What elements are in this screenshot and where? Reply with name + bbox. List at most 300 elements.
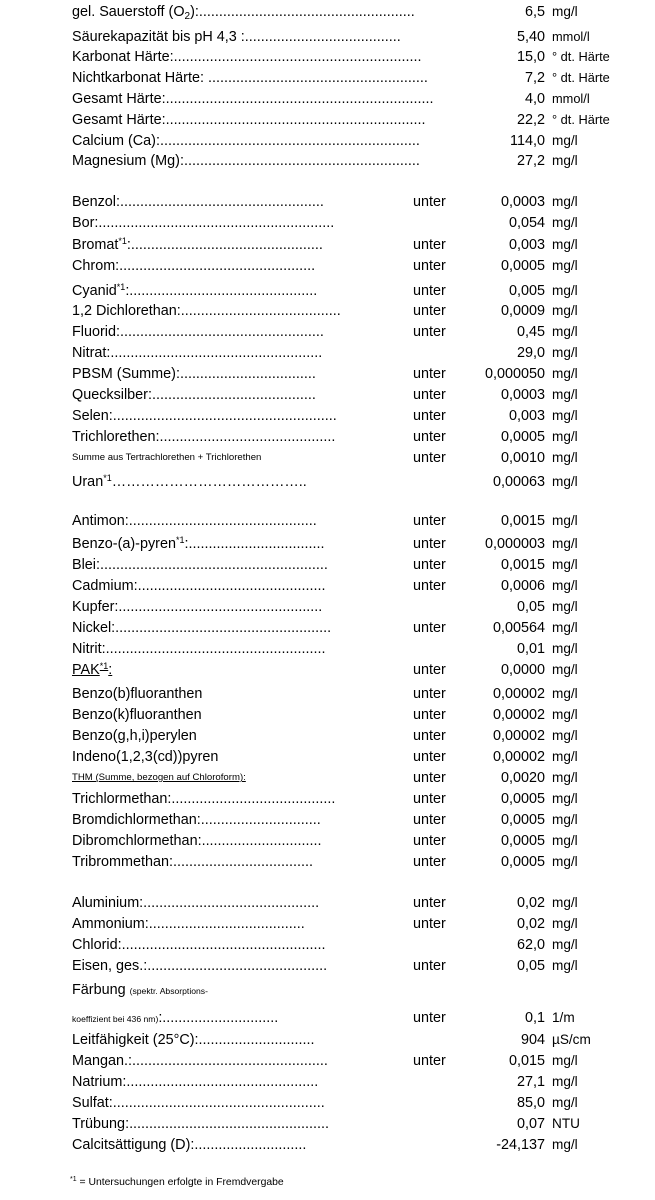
measured-value: 0,45 xyxy=(516,324,545,340)
parameter-name: Chrom:................................................. xyxy=(72,258,316,274)
parameter-label xyxy=(72,893,319,913)
measured-value: 0,05 xyxy=(516,599,545,615)
result-row xyxy=(0,1114,655,1134)
parameter-name: Cyanid xyxy=(72,283,117,299)
measured-value: 0,0005 xyxy=(500,258,545,274)
result-row xyxy=(0,576,655,596)
qualifier: unter xyxy=(413,620,446,636)
qualifier: unter xyxy=(413,237,446,253)
measured-value: 0,02 xyxy=(516,895,545,911)
measured-value: 27,2 xyxy=(516,153,545,169)
unit: mg/l xyxy=(552,513,578,528)
unit: 1/m xyxy=(552,1010,575,1025)
parameter-name: Uran xyxy=(72,474,104,490)
result-row xyxy=(0,511,655,531)
parameter-label xyxy=(72,511,317,531)
parameter-name: Mangan.:................................................. xyxy=(72,1053,328,1069)
parameter-name: Benzo(g,h,i)perylen xyxy=(72,728,197,744)
measured-value: 0,000050 xyxy=(484,366,545,382)
subscript: 2 xyxy=(184,11,191,22)
measured-value: 85,0 xyxy=(516,1095,545,1111)
qualifier: unter xyxy=(413,194,446,210)
result-row xyxy=(0,1030,655,1050)
result-row xyxy=(0,1051,655,1071)
parameter-name: Indeno(1,2,3(cd))pyren xyxy=(72,749,219,765)
qualifier: unter xyxy=(413,324,446,340)
unit: mg/l xyxy=(552,4,578,19)
qualifier: unter xyxy=(413,686,446,702)
unit: mg/l xyxy=(552,937,578,952)
leader-dots: :................................................ xyxy=(126,237,323,253)
qualifier: unter xyxy=(413,749,446,765)
parameter-label xyxy=(72,1008,278,1029)
result-row xyxy=(0,27,655,47)
result-row xyxy=(0,256,655,276)
parameter-name: Nitrat:..................................................... xyxy=(72,345,323,361)
qualifier: unter xyxy=(413,854,446,870)
unit: mg/l xyxy=(552,578,578,593)
parameter-name: Gesamt Härte:................................................................. xyxy=(72,112,426,128)
parameter-label xyxy=(72,406,337,426)
parameter-label xyxy=(72,597,322,617)
result-row xyxy=(0,555,655,575)
measured-value: 5,40 xyxy=(516,29,545,45)
result-row xyxy=(0,956,655,976)
qualifier: unter xyxy=(413,1053,446,1069)
unit: mg/l xyxy=(552,749,578,764)
unit: mg/l xyxy=(552,916,578,931)
parameter-label xyxy=(72,956,327,976)
parameter-name: gel. Sauerstoff (O xyxy=(72,4,185,20)
parameter-label xyxy=(72,935,326,955)
measured-value: 0,00002 xyxy=(492,707,545,723)
qualifier: unter xyxy=(413,812,446,828)
unit: mg/l xyxy=(552,215,578,230)
unit: mg/l xyxy=(552,303,578,318)
parameter-name: Säurekapazität bis pH 4,3 :....................................... xyxy=(72,29,401,45)
parameter-label xyxy=(72,1030,314,1050)
parameter-label xyxy=(72,534,324,554)
unit: mg/l xyxy=(552,1137,578,1152)
measured-value: 15,0 xyxy=(516,49,545,65)
parameter-label xyxy=(72,192,324,212)
measured-value: 0,02 xyxy=(516,916,545,932)
parameter-name: Sulfat:..................................................... xyxy=(72,1095,325,1111)
parameter-name: Trichlormethan:......................................... xyxy=(72,791,336,807)
result-row xyxy=(0,235,655,255)
parameter-label xyxy=(72,684,202,704)
parameter-label xyxy=(72,618,331,638)
parameter-name: Chlorid:................................................... xyxy=(72,937,326,953)
parameter-label xyxy=(72,151,420,171)
qualifier: unter xyxy=(413,1010,446,1026)
result-row xyxy=(0,618,655,638)
result-row xyxy=(0,131,655,151)
parameter-name: Benzol:................................................... xyxy=(72,194,324,210)
unit: mg/l xyxy=(552,153,578,168)
measured-value: 0,0006 xyxy=(500,578,545,594)
result-row xyxy=(0,110,655,130)
unit: mg/l xyxy=(552,686,578,701)
unit: mg/l xyxy=(552,833,578,848)
parameter-name: Blei:......................................................... xyxy=(72,557,328,573)
result-row xyxy=(0,213,655,233)
footnote xyxy=(70,1176,284,1190)
unit: mg/l xyxy=(552,557,578,572)
measured-value: 0,07 xyxy=(516,1116,545,1132)
measured-value: 0,0003 xyxy=(500,387,545,403)
unit: mg/l xyxy=(552,1053,578,1068)
unit: mg/l xyxy=(552,258,578,273)
measured-value: 0,00002 xyxy=(492,728,545,744)
measured-value: 114,0 xyxy=(510,133,545,149)
parameter-name: Trichlorethen:............................................ xyxy=(72,429,336,445)
parameter-label xyxy=(72,235,323,255)
unit: mg/l xyxy=(552,812,578,827)
measured-value: 0,0005 xyxy=(500,854,545,870)
result-row xyxy=(0,684,655,704)
result-row xyxy=(0,935,655,955)
result-row xyxy=(0,747,655,767)
parameter-label xyxy=(72,110,425,130)
unit: ° dt. Härte xyxy=(552,70,610,85)
leader-dots: ):...................................................... xyxy=(190,4,415,20)
parameter-label xyxy=(72,281,317,301)
result-row xyxy=(0,406,655,426)
parameter-label xyxy=(72,639,325,659)
unit: mg/l xyxy=(552,641,578,656)
qualifier: unter xyxy=(413,707,446,723)
parameter-label xyxy=(72,555,328,575)
parameter-label xyxy=(72,852,313,872)
parameter-label xyxy=(72,576,326,596)
leader-dots: :.................................. xyxy=(184,536,325,552)
parameter-name: 1,2 Dichlorethan:........................................ xyxy=(72,303,341,319)
parameter-name: koeffizient bei 436 nm) xyxy=(72,1014,159,1024)
parameter-name: Summe aus Tertrachlorethen + Trichlorethen xyxy=(72,452,262,463)
measured-value: 0,0010 xyxy=(500,450,545,466)
qualifier: unter xyxy=(413,536,446,552)
measured-value: 0,1 xyxy=(524,1010,545,1026)
result-row xyxy=(0,151,655,171)
parameter-name: Benzo(b)fluoranthen xyxy=(72,686,203,702)
result-row xyxy=(0,726,655,746)
unit: mg/l xyxy=(552,707,578,722)
result-row xyxy=(0,852,655,872)
qualifier: unter xyxy=(413,770,446,786)
result-row xyxy=(0,47,655,67)
unit: mmol/l xyxy=(552,91,590,106)
measured-value: 0,00002 xyxy=(492,686,545,702)
unit: mg/l xyxy=(552,728,578,743)
parameter-name: Benzo(k)fluoranthen xyxy=(72,707,202,723)
footnote-ref: *1 xyxy=(99,661,109,671)
result-row xyxy=(0,385,655,405)
qualifier: unter xyxy=(413,916,446,932)
parameter-name: Färbung xyxy=(72,982,130,998)
measured-value: 22,2 xyxy=(516,112,545,128)
footnote-mark: *1 xyxy=(70,1176,77,1183)
parameter-name: Karbonat Härte:.............................................................. xyxy=(72,49,422,65)
result-row xyxy=(0,660,655,680)
measured-value: 0,0005 xyxy=(500,429,545,445)
unit: mg/l xyxy=(552,474,578,489)
parameter-label xyxy=(72,831,322,851)
qualifier: unter xyxy=(413,791,446,807)
result-row xyxy=(0,639,655,659)
result-row xyxy=(0,768,655,788)
qualifier: unter xyxy=(413,728,446,744)
parameter-label xyxy=(72,364,316,384)
parameter-label xyxy=(72,914,305,934)
result-row xyxy=(0,789,655,809)
parameter-name: Aluminium:............................................ xyxy=(72,895,320,911)
parameter-label xyxy=(72,301,341,321)
measured-value: 0,00564 xyxy=(492,620,545,636)
unit: NTU xyxy=(552,1116,580,1131)
result-row xyxy=(0,427,655,447)
parameter-label xyxy=(72,343,322,363)
parameter-name: Gesamt Härte:................................................................... xyxy=(72,91,434,107)
unit: mg/l xyxy=(552,791,578,806)
measured-value: 0,0015 xyxy=(500,557,545,573)
result-row xyxy=(0,705,655,725)
result-row xyxy=(0,980,655,1000)
measured-value: 27,1 xyxy=(516,1074,545,1090)
qualifier: unter xyxy=(413,662,446,678)
unit: mg/l xyxy=(552,770,578,785)
qualifier: unter xyxy=(413,578,446,594)
unit: mg/l xyxy=(552,536,578,551)
result-row xyxy=(0,68,655,88)
measured-value: 0,005 xyxy=(508,283,545,299)
unit: mg/l xyxy=(552,662,578,677)
unit: mg/l xyxy=(552,450,578,465)
result-row xyxy=(0,364,655,384)
unit: mg/l xyxy=(552,345,578,360)
parameter-name: Ammonium:....................................... xyxy=(72,916,305,932)
parameter-name: Kupfer:................................................... xyxy=(72,599,323,615)
measured-value: 0,0005 xyxy=(500,812,545,828)
qualifier: unter xyxy=(413,513,446,529)
measured-value: 0,003 xyxy=(508,408,545,424)
parameter-label xyxy=(72,810,321,830)
measured-value: 7,2 xyxy=(524,70,545,86)
unit: mmol/l xyxy=(552,29,590,44)
footnote-ref: *1 xyxy=(103,473,112,483)
qualifier: unter xyxy=(413,366,446,382)
measured-value: 0,01 xyxy=(516,641,545,657)
parameter-name: Calcium (Ca):................................................................. xyxy=(72,133,420,149)
qualifier: unter xyxy=(413,895,446,911)
parameter-name: Bromdichlormethan:.............................. xyxy=(72,812,321,828)
parameter-name: Trübung:.................................................. xyxy=(72,1116,329,1132)
result-row xyxy=(0,301,655,321)
qualifier: unter xyxy=(413,258,446,274)
unit: mg/l xyxy=(552,854,578,869)
parameter-name: PAK xyxy=(72,662,100,678)
result-row xyxy=(0,534,655,554)
measured-value: 0,0015 xyxy=(500,513,545,529)
measured-value: 62,0 xyxy=(516,937,545,953)
parameter-name: Bor:........................................................... xyxy=(72,215,335,231)
parameter-label xyxy=(72,385,316,405)
measured-value: 0,0003 xyxy=(500,194,545,210)
unit: mg/l xyxy=(552,408,578,423)
measured-value: 0,0020 xyxy=(500,770,545,786)
measured-value: 904 xyxy=(520,1032,545,1048)
parameter-name: PBSM (Summe):.................................. xyxy=(72,366,316,382)
parameter-name: Bromat xyxy=(72,237,119,253)
result-row xyxy=(0,1008,655,1028)
unit: mg/l xyxy=(552,958,578,973)
result-row xyxy=(0,192,655,212)
unit: mg/l xyxy=(552,283,578,298)
parameter-label xyxy=(72,322,324,342)
qualifier: unter xyxy=(413,283,446,299)
parameter-name: Eisen, ges.:............................................. xyxy=(72,958,328,974)
qualifier: unter xyxy=(413,450,446,466)
result-row xyxy=(0,831,655,851)
measured-value: 6,5 xyxy=(524,4,545,20)
parameter-label xyxy=(72,1072,318,1092)
parameter-label xyxy=(72,427,335,447)
parameter-label xyxy=(72,660,112,680)
measured-value: 0,0005 xyxy=(500,791,545,807)
parameter-name: Fluorid:................................................... xyxy=(72,324,324,340)
measured-value: 0,0005 xyxy=(500,833,545,849)
qualifier: unter xyxy=(413,429,446,445)
qualifier: unter xyxy=(413,958,446,974)
leader-dots: :............................................... xyxy=(125,283,318,299)
unit: mg/l xyxy=(552,599,578,614)
parameter-label xyxy=(72,256,315,276)
unit: mg/l xyxy=(552,429,578,444)
parameter-label xyxy=(72,1135,306,1155)
footnote-text: = Untersuchungen erfolgte in Fremdvergabe xyxy=(76,1177,284,1188)
parameter-label xyxy=(72,89,433,109)
parameter-name: Natrium:................................................ xyxy=(72,1074,319,1090)
unit: mg/l xyxy=(552,133,578,148)
measured-value: 4,0 xyxy=(524,91,545,107)
parameter-label xyxy=(72,705,202,725)
result-row xyxy=(0,343,655,363)
parameter-name: Tribrommethan:................................... xyxy=(72,854,313,870)
measured-value: 0,000003 xyxy=(484,536,545,552)
parameter-label xyxy=(72,448,261,468)
leader-dots: :............................. xyxy=(158,1010,279,1026)
result-row xyxy=(0,914,655,934)
parameter-name: Nitrit:....................................................... xyxy=(72,641,326,657)
measured-value: 0,05 xyxy=(516,958,545,974)
parameter-name: Nickel:...................................................... xyxy=(72,620,332,636)
result-row xyxy=(0,893,655,913)
parameter-label xyxy=(72,1093,325,1113)
parameter-label xyxy=(72,980,208,1001)
result-row xyxy=(0,1072,655,1092)
parameter-label xyxy=(72,47,421,67)
qualifier: unter xyxy=(413,557,446,573)
unit: mg/l xyxy=(552,895,578,910)
parameter-label xyxy=(72,789,335,809)
qualifier: unter xyxy=(413,833,446,849)
unit: mg/l xyxy=(552,194,578,209)
parameter-label xyxy=(72,68,428,88)
parameter-label xyxy=(72,768,246,788)
parameter-label xyxy=(72,747,218,767)
measured-value: 0,0009 xyxy=(500,303,545,319)
result-row xyxy=(0,1093,655,1113)
parameter-label xyxy=(72,472,307,492)
footnote-ref: *1 xyxy=(175,535,185,545)
unit: mg/l xyxy=(552,387,578,402)
unit: mg/l xyxy=(552,620,578,635)
result-row xyxy=(0,281,655,301)
parameter-name: Quecksilber:......................................... xyxy=(72,387,316,403)
parameter-name: THM (Summe, bezogen auf Chloroform): xyxy=(72,772,246,783)
parameter-name: Selen:........................................................ xyxy=(72,408,337,424)
footnote-ref: *1 xyxy=(116,282,126,292)
result-row xyxy=(0,597,655,617)
measured-value: 0,00063 xyxy=(492,474,545,490)
result-row xyxy=(0,1135,655,1155)
parameter-label xyxy=(72,2,415,22)
leader-dots: : xyxy=(108,662,113,678)
measured-value: -24,137 xyxy=(496,1137,545,1153)
footnote-ref: *1 xyxy=(118,236,127,246)
result-row xyxy=(0,810,655,830)
result-row xyxy=(0,89,655,109)
unit: ° dt. Härte xyxy=(552,112,610,127)
parameter-name: Magnesium (Mg):........................................................... xyxy=(72,153,420,169)
parameter-name: Antimon:............................................... xyxy=(72,513,317,529)
parameter-note: (spektr. Absorptions- xyxy=(129,986,208,996)
qualifier: unter xyxy=(413,303,446,319)
parameter-label xyxy=(72,27,401,47)
measured-value: 0,003 xyxy=(508,237,545,253)
result-row xyxy=(0,2,655,22)
parameter-name: Benzo-(a)-pyren xyxy=(72,536,176,552)
qualifier: unter xyxy=(413,387,446,403)
parameter-label xyxy=(72,1114,329,1134)
measured-value: 0,00002 xyxy=(492,749,545,765)
result-row xyxy=(0,472,655,492)
parameter-label xyxy=(72,131,420,151)
unit: µS/cm xyxy=(552,1032,591,1047)
unit: mg/l xyxy=(552,1095,578,1110)
measured-value: 29,0 xyxy=(516,345,545,361)
unit: mg/l xyxy=(552,1074,578,1089)
parameter-name: Leitfähigkeit (25°C):............................. xyxy=(72,1032,315,1048)
measured-value: 0,0000 xyxy=(500,662,545,678)
measured-value: 0,015 xyxy=(508,1053,545,1069)
parameter-name: Calcitsättigung (D):............................ xyxy=(72,1137,307,1153)
parameter-name: Cadmium:............................................... xyxy=(72,578,326,594)
parameter-label xyxy=(72,213,334,233)
parameter-name: Nichtkarbonat Härte: ....................................................... xyxy=(72,70,428,86)
qualifier: unter xyxy=(413,408,446,424)
parameter-label xyxy=(72,1051,328,1071)
result-row xyxy=(0,448,655,468)
result-row xyxy=(0,322,655,342)
unit: mg/l xyxy=(552,237,578,252)
unit: mg/l xyxy=(552,366,578,381)
parameter-label xyxy=(72,726,197,746)
measured-value: 0,054 xyxy=(508,215,545,231)
leader-dots: ………………………………….. xyxy=(111,474,307,490)
parameter-name: Dibromchlormethan:.............................. xyxy=(72,833,322,849)
unit: ° dt. Härte xyxy=(552,49,610,64)
